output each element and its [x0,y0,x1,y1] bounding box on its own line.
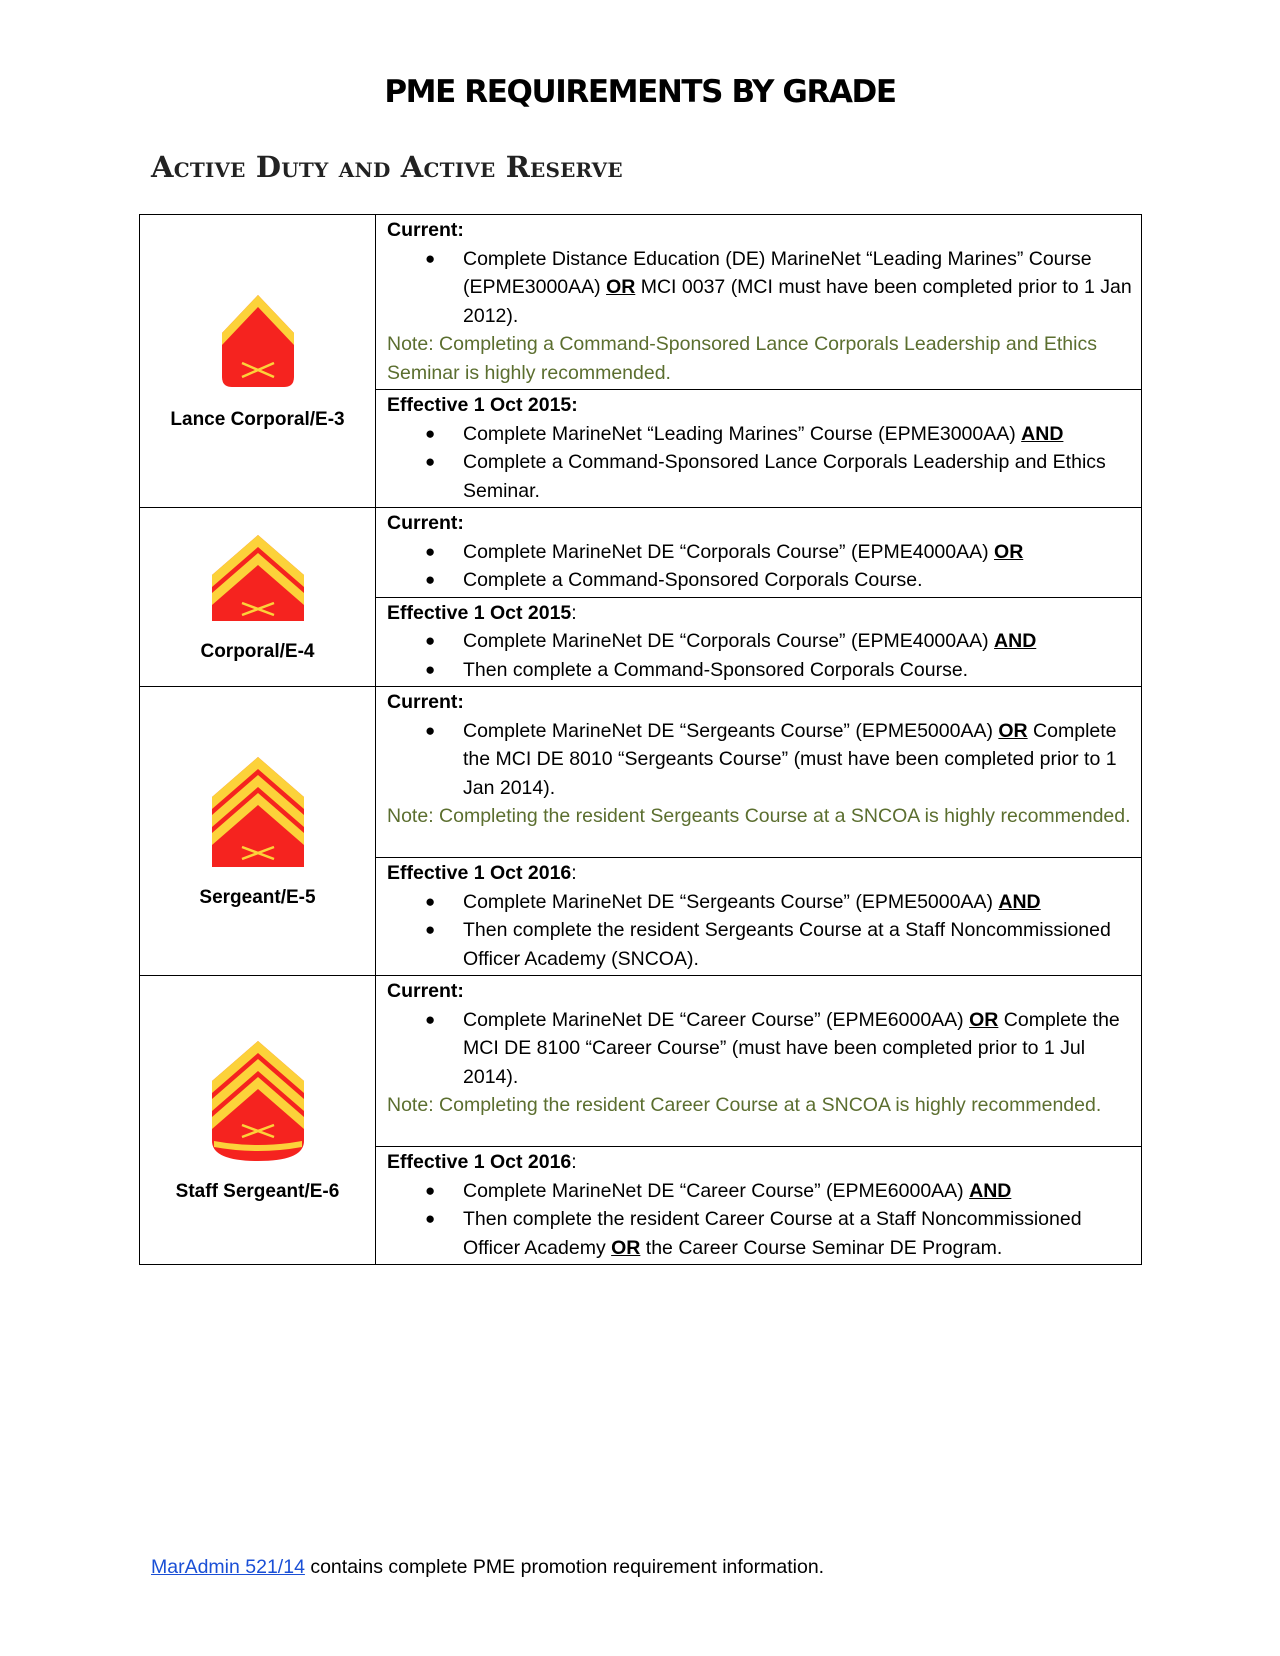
requirement-header: Effective 1 Oct 2015: [387,394,578,416]
note-text: Note: Completing a Command-Sponsored Lance Corporals Leadership and Ethics Seminar is highly recommended. [387,333,1097,384]
section-subtitle: Active Duty and Active Reserve [151,150,623,184]
table-row [140,687,1142,858]
list-item: ● Complete MarineNet “Leading Marines” Course (EPME3000AA) AND [425,422,1064,445]
rank-label: Sergeant/E-5 [199,887,316,908]
table-row [140,976,1142,1147]
footer-text: contains complete PME promotion requirement information. [304,1556,825,1578]
list-item: ● Complete MarineNet DE “Corporals Course” (EPME4000AA) AND [425,630,1037,652]
list-item: ● Complete MarineNet DE “Sergeants Course” (EPME5000AA) OR Complete the MCI DE 8010 “Sergeants Course” (must have been completed prior to 1 Jan 2014). [425,719,1117,799]
requirement-header: Current: [387,512,464,534]
list-item: ● Complete a Command-Sponsored Lance Corporals Leadership and Ethics Seminar. [425,451,1106,502]
requirement-header: Effective 1 Oct 2015: [387,601,577,624]
rank-label: Lance Corporal/E-3 [170,409,345,430]
footer-note [151,1556,824,1579]
page-title: PME REQUIREMENTS BY GRADE [384,74,896,110]
note-text: Note: Completing the resident Sergeants Course at a SNCOA is highly recommended. [387,805,1131,827]
table-row [140,215,1142,390]
list-item: ● Then complete a Command-Sponsored Corporals Course. [425,658,969,681]
requirement-header: Effective 1 Oct 2016: [387,862,577,884]
requirement-cell-current [376,976,1142,1147]
list-item: ● Complete MarineNet DE “Career Course” (EPME6000AA) OR Complete the MCI DE 8100 “Career Course” (must have been completed prior to 1 Jul 2014). [425,1008,1120,1088]
requirement-header: Effective 1 Oct 2016: [387,1151,577,1173]
corporal-chevron-icon [210,531,306,623]
rank-cell [140,976,376,1265]
requirement-header: Current: [387,691,464,713]
requirement-header: Current: [387,219,464,241]
requirement-cell-current [376,508,1142,598]
list-item: ● Then complete the resident Career Course at a Staff Noncommissioned Officer Academy OR the Career Course Seminar DE Program. [425,1208,1082,1259]
note-text: Note: Completing the resident Career Course at a SNCOA is highly recommended. [387,1094,1102,1116]
list-item: ● Complete MarineNet DE “Corporals Course” (EPME4000AA) OR [425,540,1024,563]
maradmin-link[interactable]: MarAdmin 521/14 [151,1556,305,1578]
pme-requirements-table [139,214,1142,1265]
rank-cell [140,215,376,508]
requirement-header: Current: [387,980,464,1002]
list-item: ● Complete MarineNet DE “Career Course” (EPME6000AA) AND [425,1179,1012,1202]
list-item: ● Complete Distance Education (DE) MarineNet “Leading Marines” Course (EPME3000AA) OR MCI 0037 (MCI must have been completed prior to 1 Jan 2012). [425,247,1132,327]
requirement-cell-effective [376,390,1142,508]
requirement-cell-effective [376,858,1142,976]
requirement-cell-current [376,215,1142,390]
list-item: ● Complete a Command-Sponsored Corporals Course. [425,569,923,591]
requirement-cell-effective [376,1147,1142,1265]
requirement-cell-current [376,687,1142,858]
table-row [140,508,1142,598]
list-item: ● Complete MarineNet DE “Sergeants Course” (EPME5000AA) AND [425,890,1041,913]
rank-cell [140,687,376,976]
list-item: ● Then complete the resident Sergeants Course at a Staff Noncommissioned Officer Academy (SNCOA). [425,919,1111,970]
rank-label: Corporal/E-4 [200,641,315,662]
staff-sergeant-chevron-icon [210,1037,306,1163]
lance-corporal-chevron-icon [218,291,298,391]
rank-cell [140,508,376,687]
rank-label: Staff Sergeant/E-6 [175,1181,340,1202]
sergeant-chevron-icon [210,753,306,869]
requirement-cell-effective [376,597,1142,687]
